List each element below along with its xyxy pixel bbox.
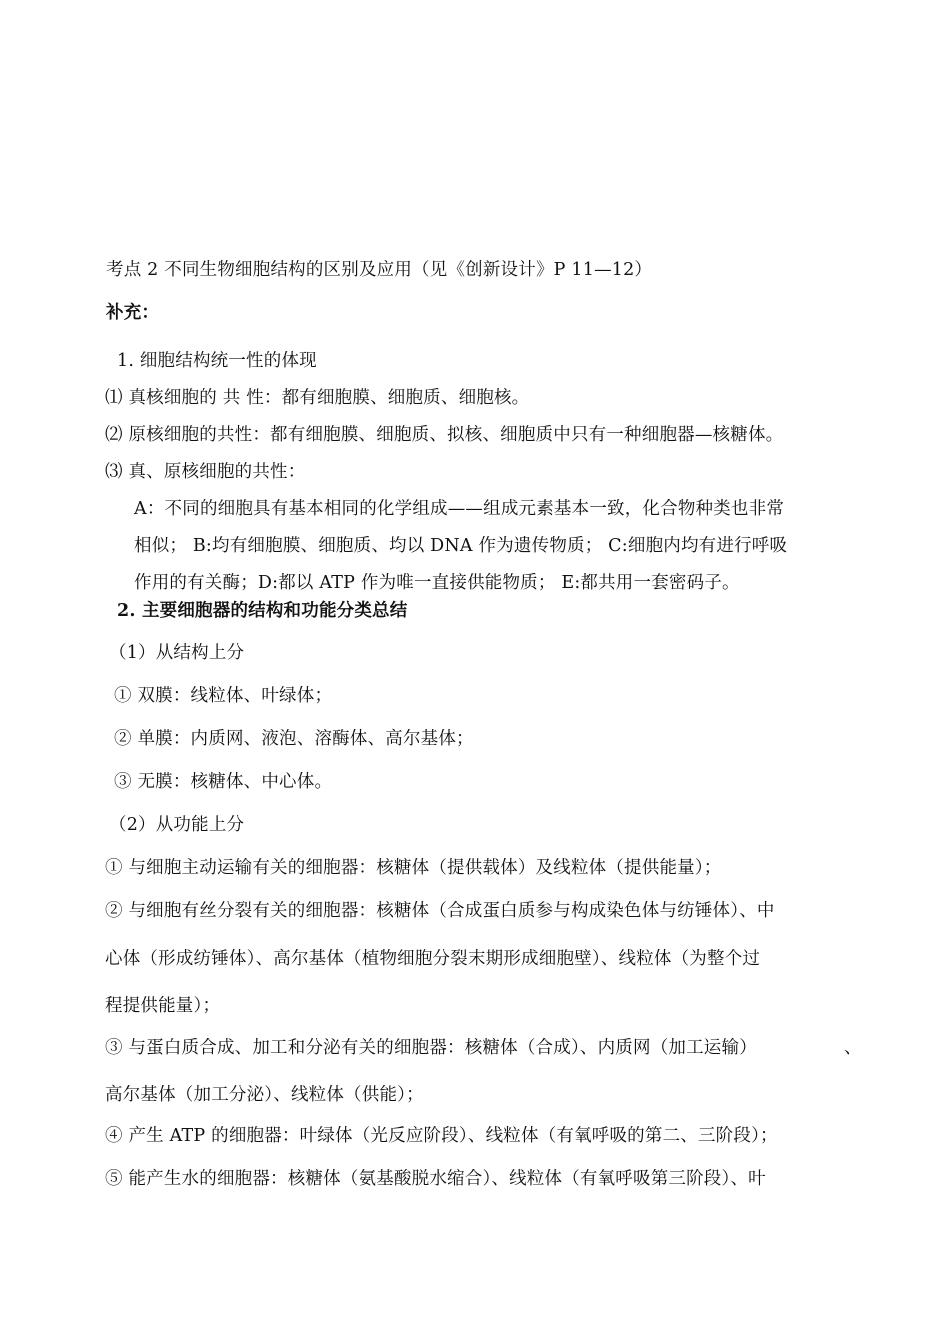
part1-item-3: ⑶ 真、原核细胞的共性： [105,462,306,482]
function-item-1: ① 与细胞主动运输有关的细胞器：核糖体（提供载体）及线粒体（提供能量）； [105,858,722,878]
function-item-2-line-2: 心体（形成纺锤体）、高尔基体（植物细胞分裂末期形成细胞壁）、线粒体（为整个过 [105,949,761,969]
part1-item-1: ⑴ 真核细胞的 共 性：都有细胞膜、细胞质、细胞核。 [105,388,530,408]
part1-paragraph-line-2: 相似； B:均有细胞膜、细胞质、均以 DNA 作为遗传物质； C:细胞内均有进行呼吸 [134,536,788,556]
part1-heading: 1. 细胞结构统一性的体现 [117,351,317,371]
part1-paragraph-line-3: 作用的有关酶；D:都以 ATP 作为唯一直接供能物质； E:都共用一套密码子。 [134,573,740,593]
structure-item-1: ① 双膜：线粒体、叶绿体； [114,686,333,706]
function-item-3-line-2: 高尔基体（加工分泌）、线粒体（供能）； [105,1085,424,1105]
function-item-3-line-1: ③ 与蛋白质合成、加工和分泌有关的细胞器：核糖体（合成）、内质网（加工运输） [105,1038,757,1058]
part2-heading: 2. 主要细胞器的结构和功能分类总结 [117,601,408,621]
function-item-3-line-1-end: 、 [844,1038,862,1058]
function-item-2-line-3: 程提供能量）； [105,996,221,1016]
section-title: 考点 2 不同生物细胞结构的区别及应用（见《创新设计》P 11—12） [106,260,653,280]
function-item-2-line-1: ② 与细胞有丝分裂有关的细胞器：核糖体（合成蛋白质参与构成染色体与纺锤体）、中 [105,901,775,921]
structure-item-2: ② 单膜：内质网、液泡、溶酶体、高尔基体； [114,729,474,749]
function-item-5: ⑤ 能产生水的细胞器：核糖体（氨基酸脱水缩合）、线粒体（有氧呼吸第三阶段）、叶 [105,1169,766,1189]
function-heading: （2）从功能上分 [109,815,245,835]
part1-paragraph-line-1: A：不同的细胞具有基本相同的化学组成——组成元素基本一致，化合物种类也非常 [134,499,785,519]
part1-item-2: ⑵ 原核细胞的共性：都有细胞膜、细胞质、拟核、细胞质中只有一种细胞器—核糖体。 [105,425,784,445]
supplement-heading: 补充： [106,303,160,323]
function-item-4: ④ 产生 ATP 的细胞器：叶绿体（光反应阶段）、线粒体（有氧呼吸的第二、三阶段）； [105,1126,778,1146]
structure-heading: （1）从结构上分 [109,643,245,663]
structure-item-3: ③ 无膜：核糖体、中心体。 [114,772,333,792]
